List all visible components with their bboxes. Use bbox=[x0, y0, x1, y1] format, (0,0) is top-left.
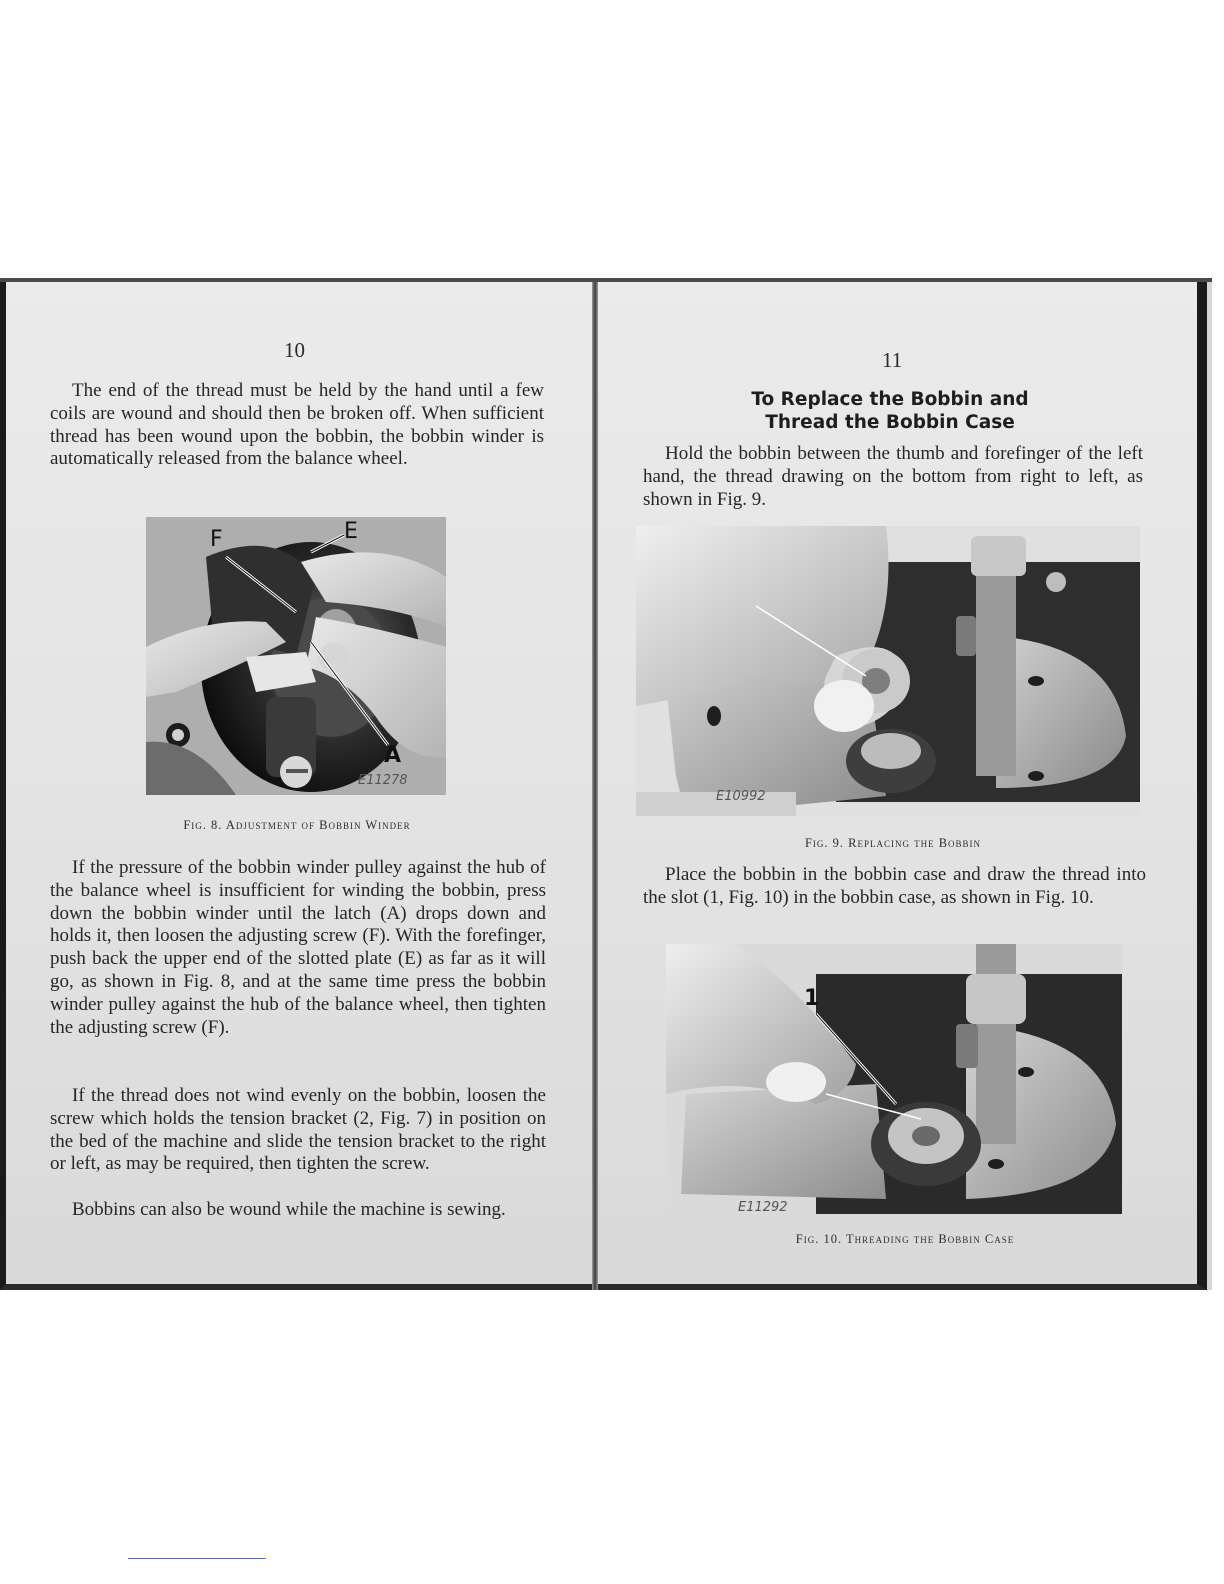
figure-10-label-1: 1 bbox=[804, 986, 820, 1011]
book-gutter bbox=[592, 278, 598, 1290]
page-top-edge bbox=[0, 278, 1212, 282]
left-paragraph-1: The end of the thread must be held by the hand until a few coils are wound and should then be broken off. When sufficient thread has been wound upon the bobbin, the bobbin winder is automatically released from the balance wheel. bbox=[50, 380, 544, 470]
figure-8-label-f: F bbox=[210, 527, 223, 552]
section-heading-line-2: Thread the Bobbin Case bbox=[765, 412, 1015, 433]
left-paragraph-4: Bobbins can also be wound while the machine is sewing. bbox=[72, 1199, 506, 1220]
page-link-underline bbox=[128, 1558, 266, 1559]
right-paragraph-2: Place the bobbin in the bobbin case and draw the thread into the slot (1, Fig. 10) in the bobbin case, as shown in Fig. 10. bbox=[643, 864, 1146, 908]
figure-8-plate-number: E11278 bbox=[358, 773, 408, 788]
left-paragraph-3: If the thread does not wind evenly on the bobbin, loosen the screw which holds the tension bracket (2, Fig. 7) in position on the bed of the machine and slide the tension bracket to the right or left, as may be required, then tighten the screw. bbox=[50, 1085, 546, 1175]
figure-8-label-a: A bbox=[384, 743, 402, 768]
page-number-right: 11 bbox=[882, 348, 903, 372]
left-paragraph-2: If the pressure of the bobbin winder pulley against the hub of the balance wheel is insufficient for winding the bobbin, press down the bobbin winder until the latch (A) drops down and holds it, then loosen the adjusting screw (F). With the forefinger, push back the upper end of the slotted plate (E) as far as it will go, as shown in Fig. 8, and at the same time press the bobbin winder pulley against the hub of the balance wheel, then tighten the adjusting screw (F). bbox=[50, 857, 546, 1038]
figure-10-plate-number: E11292 bbox=[738, 1200, 788, 1215]
figure-10-caption: Fig. 10. Threading the Bobbin Case bbox=[795, 1232, 1015, 1246]
figure-8-caption: Fig. 8. Adjustment of Bobbin Winder bbox=[183, 818, 411, 832]
right-paragraph-1: Hold the bobbin between the thumb and forefinger of the left hand, the thread drawing on the bottom from right to left, as shown in Fig. 9. bbox=[643, 443, 1143, 510]
figure-10-photo bbox=[666, 944, 1122, 1224]
figure-9-photo bbox=[636, 526, 1140, 816]
section-heading-line-1: To Replace the Bobbin and bbox=[751, 389, 1029, 410]
figure-9-caption: Fig. 9. Replacing the Bobbin bbox=[804, 836, 982, 850]
figure-8-label-e: E bbox=[344, 519, 358, 544]
figure-8-photo bbox=[146, 517, 446, 795]
figure-9-plate-number: E10992 bbox=[716, 789, 766, 804]
page-number-left: 10 bbox=[284, 338, 305, 362]
